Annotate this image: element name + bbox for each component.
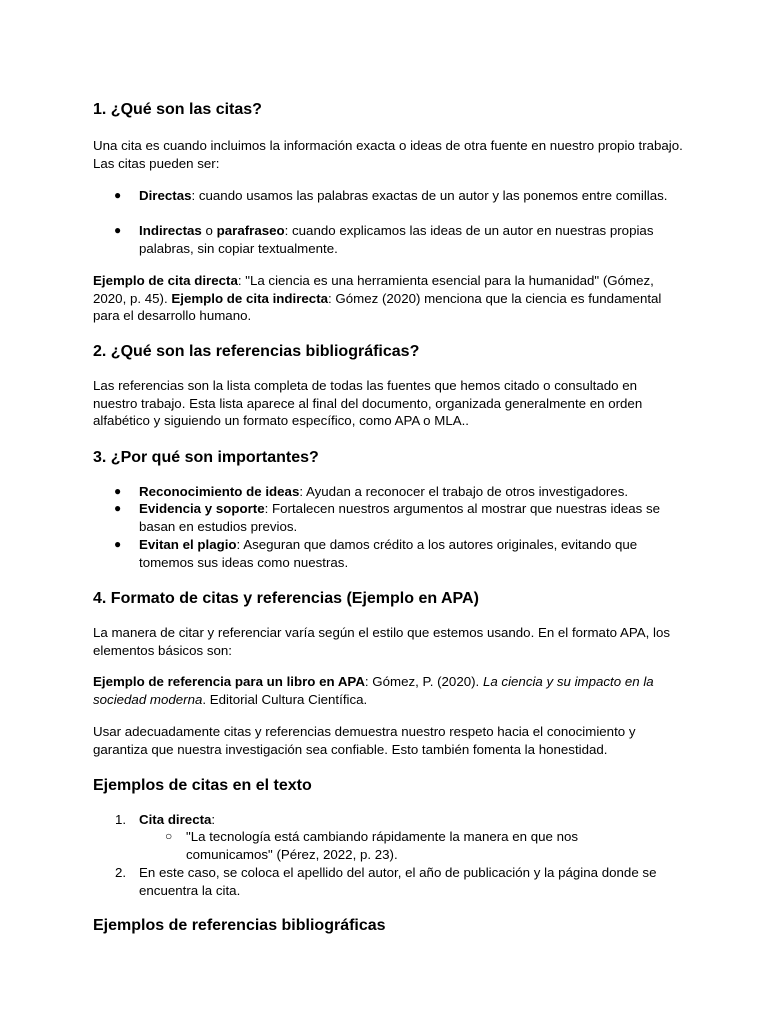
section-1-intro: Una cita es cuando incluimos la información exacta o ideas de otra fuente en nuestro propio trabajo. Las citas pueden ser: [93, 138, 683, 171]
section-2-heading: 2. ¿Qué son las referencias bibliográficas? [93, 343, 420, 360]
list-item-text: Cita directa: [139, 812, 216, 827]
list-item-text: Evitan el plagio: Aseguran que damos crédito a los autores originales, evitando que tomemos sus ideas como nuestras. [139, 537, 638, 570]
bullet-marker: ● [114, 223, 122, 237]
sub-list-item-text: "La tecnología está cambiando rápidamente la manera en que nos comunicamos" (Pérez, 2022, p. 23). [186, 829, 579, 862]
section-4-intro: La manera de citar y referenciar varía según el estilo que estemos usando. En el formato APA, los elementos básicos son: [93, 625, 670, 658]
list-item-text: Directas: cuando usamos las palabras exactas de un autor y las ponemos entre comillas. [139, 188, 668, 203]
section-2-text: Las referencias son la lista completa de todas las fuentes que hemos citado o consultado en nuestro trabajo. Esta lista aparece al final del documento, organizada generalmente en orden alfabético y siguiendo un formato específico, como APA o MLA.. [93, 378, 643, 429]
bullet-marker: ● [114, 537, 122, 551]
bullet-marker: ● [114, 501, 122, 515]
bullet-marker: ● [114, 484, 122, 498]
section-4-heading: 4. Formato de citas y referencias (Ejemplo en APA) [93, 590, 479, 607]
list-item-text: Indirectas o parafraseo: cuando explicamos las ideas de un autor en nuestras propias palabras, sin copiar textualmente. [139, 223, 654, 256]
section-6-heading: Ejemplos de referencias bibliográficas [93, 917, 386, 934]
circle-bullet-marker: ○ [165, 829, 173, 843]
section-3-heading: 3. ¿Por qué son importantes? [93, 449, 319, 466]
section-1-example: Ejemplo de cita directa: "La ciencia es una herramienta esencial para la humanidad" (Gómez, 2020, p. 45). Ejemplo de cita indirecta: Gómez (2020) menciona que la ciencia es fundamental para el desarrollo humano. [93, 273, 662, 324]
list-item-text: Evidencia y soporte: Fortalecen nuestros argumentos al mostrar que nuestras ideas se basan en estudios previos. [139, 501, 661, 534]
list-item-text: Reconocimiento de ideas: Ayudan a reconocer el trabajo de otros investigadores. [139, 484, 629, 499]
section-5-heading: Ejemplos de citas en el texto [93, 777, 312, 794]
bullet-marker: ● [114, 188, 122, 202]
section-4-closing: Usar adecuadamente citas y referencias demuestra nuestro respeto hacia el conocimiento y garantiza que nuestra investigación sea confiable. Esto también fomenta la honestidad. [93, 724, 636, 757]
section-1-heading: 1. ¿Qué son las citas? [93, 101, 262, 118]
list-number: 1. [115, 812, 127, 827]
list-number: 2. [115, 865, 127, 880]
list-item-text: En este caso, se coloca el apellido del autor, el año de publicación y la página donde se encuentra la cita. [139, 865, 657, 898]
section-4-example: Ejemplo de referencia para un libro en APA: Gómez, P. (2020). La ciencia y su impacto en la sociedad moderna. Editorial Cultura Científica. [93, 674, 654, 707]
